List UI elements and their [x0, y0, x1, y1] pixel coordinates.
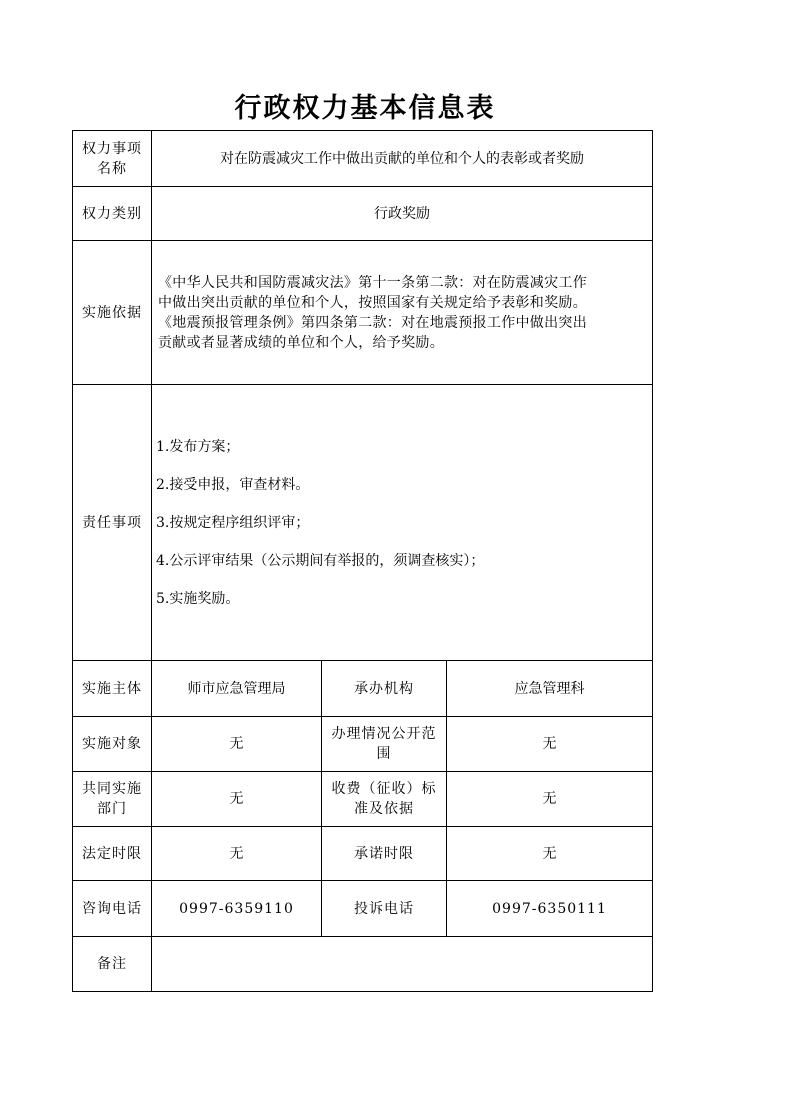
value-subject: 师市应急管理局: [152, 661, 322, 717]
basis-line: 《中华人民共和国防震减灾法》第十一条第二款：对在防震减灾工作: [158, 274, 587, 291]
basis-line: 中做出突出贡献的单位和个人，按照国家有关规定给予表彰和奖励。: [158, 294, 587, 311]
value-disclosure: 无: [447, 717, 653, 772]
label-basis: 实施依据: [73, 241, 152, 385]
label-promise-limit: 承诺时限: [322, 827, 447, 881]
row-target: [73, 717, 653, 772]
value-category: 行政奖励: [152, 187, 653, 241]
label-category: 权力类别: [73, 187, 152, 241]
value-target: 无: [152, 717, 322, 772]
value-duties: [152, 385, 653, 661]
row-subject: [73, 661, 653, 717]
value-fee: 无: [447, 772, 653, 827]
value-consult-phone: 0997-6359110: [152, 881, 322, 937]
label-name-text: 权力事项名称: [82, 140, 142, 177]
label-complaint-phone: 投诉电话: [322, 881, 447, 937]
row-remarks: [73, 937, 653, 992]
label-fee-text: 收费（征收）标准及依据: [331, 781, 437, 817]
row-category: [73, 187, 653, 241]
label-agency: 承办机构: [322, 661, 447, 717]
duty-item: 2.接受申报，审查材料。: [156, 476, 310, 493]
duty-item: 3.按规定程序组织评审；: [156, 514, 310, 531]
basis-line: 《地震预报管理条例》第四条第二款：对在地震预报工作中做出突出: [158, 314, 587, 331]
label-joint-text: 共同实施部门: [82, 781, 142, 817]
value-complaint-phone: 0997-6350111: [447, 881, 653, 937]
row-name: [73, 131, 653, 187]
label-target: 实施对象: [73, 717, 152, 772]
value-basis: [152, 241, 653, 385]
row-basis: [73, 241, 653, 385]
value-promise-limit: 无: [447, 827, 653, 881]
label-consult-phone: 咨询电话: [73, 881, 152, 937]
label-name: [73, 131, 152, 187]
row-phone: [73, 881, 653, 937]
row-duties: [73, 385, 653, 661]
value-remarks: [152, 937, 653, 992]
duty-item: 5.实施奖励。: [156, 590, 240, 607]
label-remarks: 备注: [73, 937, 152, 992]
info-table: [72, 130, 653, 992]
label-duties: 责任事项: [73, 385, 152, 661]
duty-item: 1.发布方案；: [156, 438, 240, 455]
page-title: 行政权力基本信息表: [234, 93, 496, 124]
row-time-limit: [73, 827, 653, 881]
label-time-limit: 法定时限: [73, 827, 152, 881]
label-disclosure-text: 办理情况公开范围: [331, 726, 437, 762]
value-time-limit: 无: [152, 827, 322, 881]
label-disclosure: [322, 717, 447, 772]
basis-line: 贡献或者显著成绩的单位和个人，给予奖励。: [158, 334, 444, 351]
duty-item: 4.公示评审结果（公示期间有举报的，须调查核实）；: [156, 552, 485, 569]
label-fee: [322, 772, 447, 827]
value-agency: 应急管理科: [447, 661, 653, 717]
label-joint: [73, 772, 152, 827]
value-name: 对在防震减灾工作中做出贡献的单位和个人的表彰或者奖励: [152, 131, 653, 187]
value-joint: 无: [152, 772, 322, 827]
label-subject: 实施主体: [73, 661, 152, 717]
row-joint: [73, 772, 653, 827]
